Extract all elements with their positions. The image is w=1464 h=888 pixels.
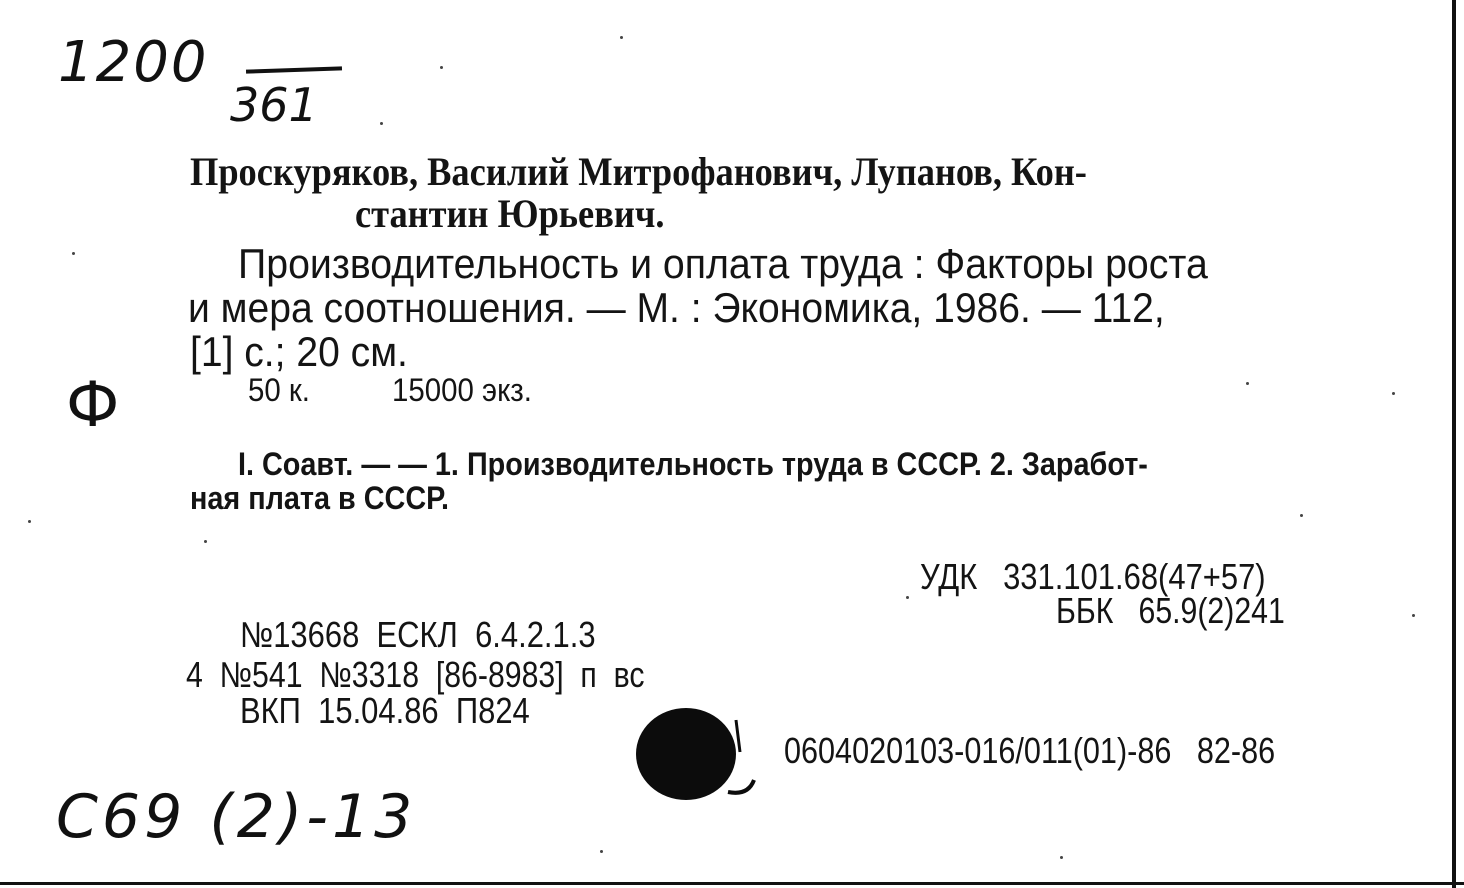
authors-line-2: стантин Юрьевич.: [355, 191, 665, 236]
card-bottom-border: [0, 882, 1464, 885]
title-line-3: [1] с.; 20 см.: [190, 328, 408, 375]
print-code-line-1: №13668 ЕСКЛ 6.4.2.1.3: [240, 614, 596, 655]
speck: [72, 252, 75, 255]
print-code-line-3: ВКП 15.04.86 П824: [240, 690, 530, 731]
subjects-line-1: I. Соавт. — — 1. Производительность труда в СССР. 2. Заработ-: [238, 446, 1148, 482]
price: 50 к.: [248, 372, 310, 408]
speck: [28, 520, 31, 523]
speck: [1300, 514, 1303, 517]
title-line-2: и мера соотношения. — М. : Экономика, 1986. — 112,: [188, 284, 1165, 331]
handwritten-call-number-sub: 361: [230, 78, 318, 132]
bbk-code: ББК 65.9(2)241: [1056, 590, 1285, 631]
catalog-code: 0604020103-016/011(01)-86 82-86: [784, 730, 1276, 771]
speck: [380, 122, 383, 125]
card-right-border: [1452, 0, 1456, 888]
handwritten-call-number: 1200: [58, 30, 209, 95]
handwritten-phi-mark: Ф: [66, 368, 120, 441]
speck: [620, 36, 623, 39]
copies-count: 15000 экз.: [392, 372, 532, 408]
title-line-1: Производительность и оплата труда : Факторы роста: [238, 240, 1208, 287]
speck: [600, 850, 603, 853]
print-code-line-2: 4 №541 №3318 [86-8983] п вс: [186, 654, 645, 695]
speck: [1392, 392, 1395, 395]
authors-line-1: Проскуряков, Василий Митрофанович, Лупанов, Кон-: [190, 149, 1087, 194]
subjects-line-2: ная плата в СССР.: [190, 480, 450, 516]
speck: [1060, 856, 1063, 859]
udk-code: УДК 331.101.68(47+57): [920, 556, 1266, 597]
speck: [1246, 382, 1249, 385]
call-number-fraction-line: [246, 66, 342, 73]
ink-blot: [628, 700, 768, 810]
speck: [204, 540, 207, 543]
speck: [906, 596, 909, 599]
speck: [1412, 614, 1415, 617]
handwritten-shelf-code: С69 (2)-13: [56, 782, 417, 852]
speck: [440, 66, 443, 69]
